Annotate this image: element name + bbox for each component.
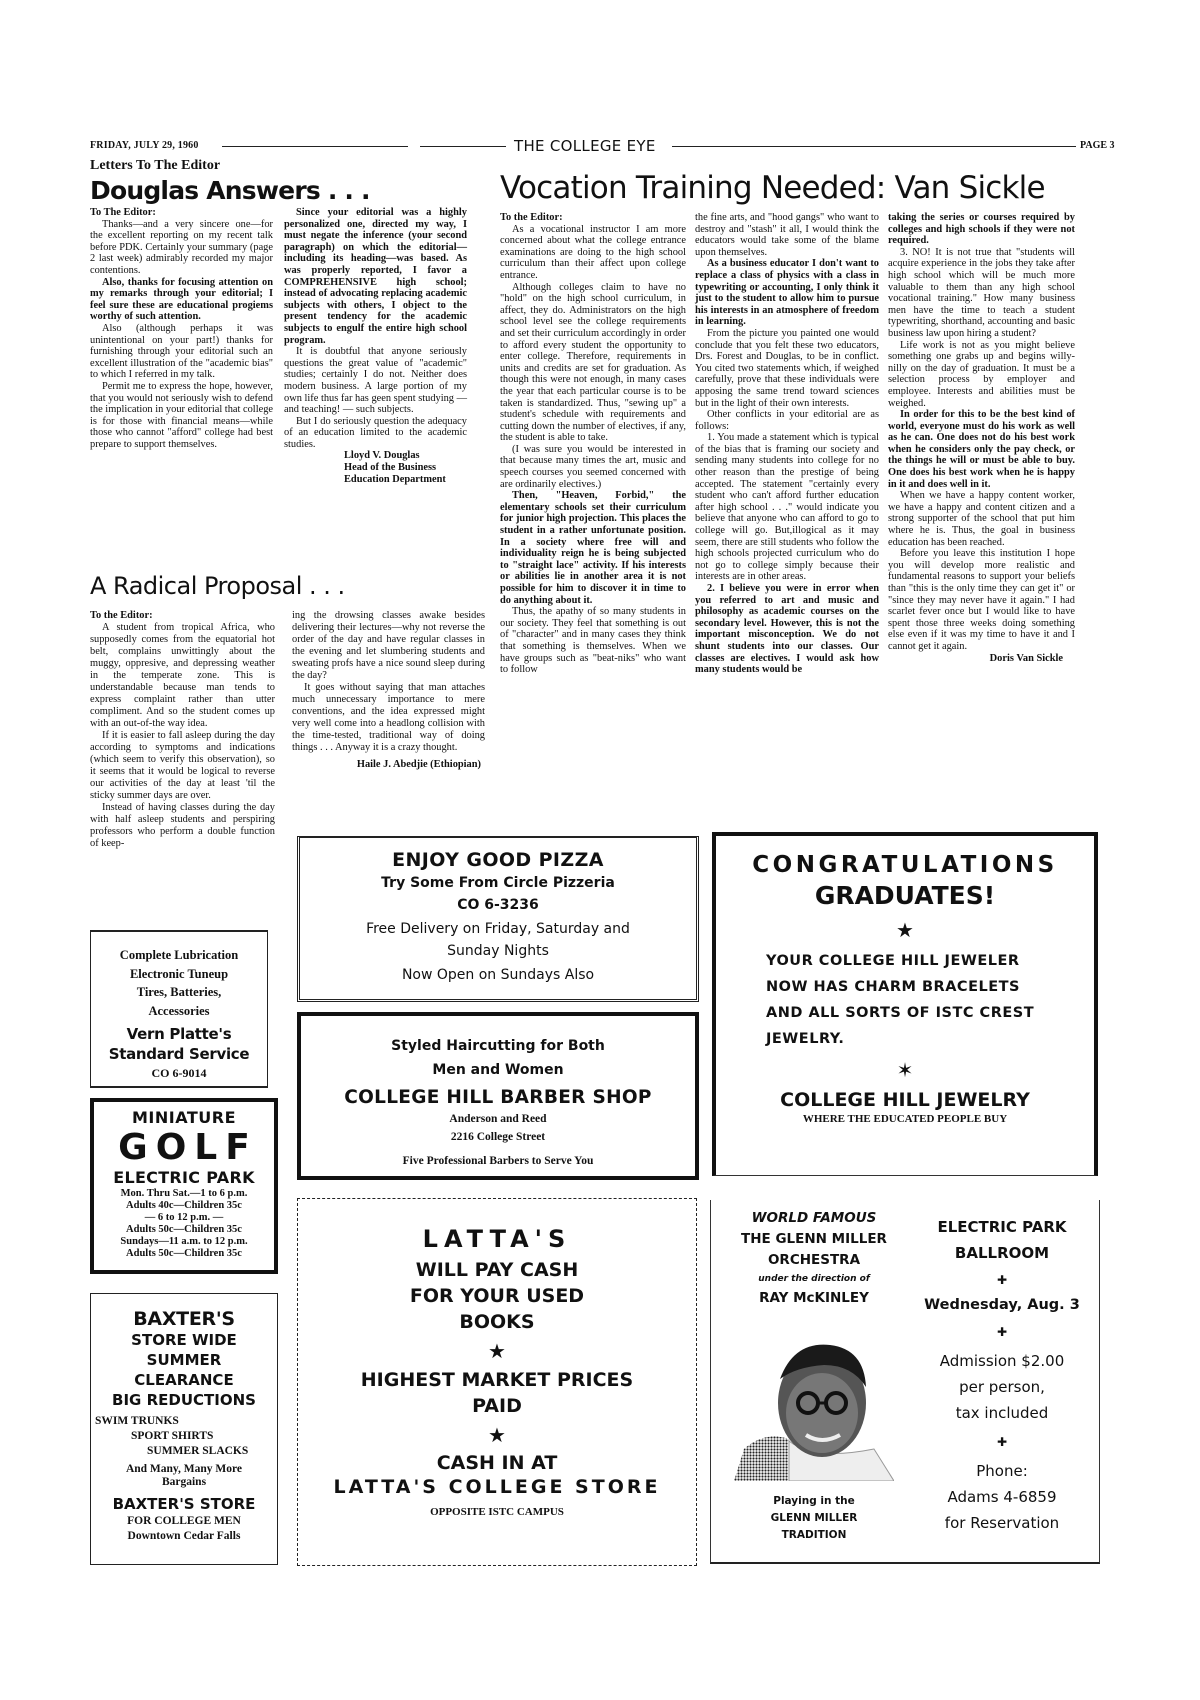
ad-college-hill-jewelry — [712, 832, 1098, 1176]
paragraph: It is doubtful that anyone seriously questions the great value of "academic" studies; certainly I do not. Neither does modern business. A large portion of my own life thus far has geen spent studying — and teaching! — such subjects. — [284, 346, 467, 416]
business-name: Standard Service — [108, 1045, 250, 1063]
ad-lattas — [297, 1198, 697, 1566]
paragraph: 1. You made a statement which is typical of the bias that is framing our society and sending many students into college for no other reason than the prestige of being accepted. The statement "certainly every student who can't afford further education after high school . . ." would indicate you believe that anyone who can afford to go to college will go. But,illogical as it may seem, there are still students who follow the high schools projected curriculum who do not go to college simply because their interests are in other areas. — [695, 432, 879, 583]
business-name: COLLEGE HILL JEWELRY — [780, 1089, 1030, 1111]
ad-line: per person, — [959, 1378, 1045, 1396]
ornament-icon: ✚ — [996, 1435, 1008, 1449]
phone-number: CO 6-9014 — [151, 1066, 207, 1080]
star-icon: ★ — [896, 918, 914, 942]
ad-line: BIG REDUCTIONS — [112, 1391, 256, 1409]
paragraph: Although colleges claim to have no "hold" on the high school curriculum, in affect, they do. Administrators on the high school level see the college requirements and set their curriculum accordingly in order to afford every student the opportunity to enter college. Therefore, requirements in units and credits are set for graduation. As though this were not enough, in many cases the year that each particular course is to be taken is standardized. Thus, "sewing up" a student's schedule with requirements and cutting down the number of electives, if any, the student is able to take. — [500, 281, 686, 444]
paragraph: Thanks—and a very sincere one—for the excellent reporting on my recent talk before PDK. Certainly your summary (page 2 last week) admirably recorded my major contentions. — [90, 218, 273, 276]
radical-signature: Haile J. Abedjie (Ethiopian) — [356, 759, 481, 770]
ad-circle-pizzeria — [297, 836, 699, 1002]
paragraph: As a business educator I don't want to replace a class of physics with a class in typewriting or accounting, I only think it just to the student to allow him to pursue his interests in an atmosphere of freedom in learning. — [695, 258, 879, 328]
portrait-photo — [734, 1331, 894, 1481]
paragraph: ing the drowsing classes awake besides delivering their lectures—why not reverse the order of the day and have regular classes in the evening and let slumbering students and sweating profs have a nice sound sleep during the day? — [292, 610, 485, 681]
ad-line: CASH IN AT — [436, 1452, 558, 1474]
event-date: Wednesday, Aug. 3 — [924, 1297, 1080, 1313]
ad-line: MINIATURE — [131, 1108, 236, 1127]
ad-subtitle: Try Some From Circle Pizzeria — [381, 875, 615, 891]
ad-line: JEWELRY. — [766, 1031, 845, 1047]
vocation-column-2 — [695, 212, 879, 676]
paragraph: In order for this to be the best kind of world, everyone must do his work as well as he can. One does not do his best work when he considers only the pay check, or the things he will or must be able to buy. One does his best work when he is happy in it and does well in it. — [888, 409, 1075, 490]
store-location: Downtown Cedar Falls — [127, 1530, 241, 1542]
paragraph: But I do seriously question the adequacy of an education limited to the academic studies. — [284, 415, 467, 450]
ad-line: FOR YOUR USED — [409, 1285, 585, 1307]
store-name: BAXTER'S — [133, 1308, 235, 1330]
ballroom-left — [721, 1208, 907, 1544]
hours-line: — 6 to 12 p.m. — — [144, 1212, 224, 1223]
golf-title: GOLF — [118, 1127, 258, 1168]
paragraph: Instead of having classes during the day with half asleep students and perspiring professors who perform a double function of keep- — [90, 802, 275, 849]
ad-line: HIGHEST MARKET PRICES — [360, 1369, 634, 1391]
ad-line: BOOKS — [459, 1311, 535, 1333]
ad-electric-park-ballroom — [710, 1200, 1100, 1564]
ad-line: Now Open on Sundays Also — [401, 967, 595, 983]
business-name: COLLEGE HILL BARBER SHOP — [344, 1087, 652, 1108]
sale-item: SPORT SHIRTS — [131, 1430, 214, 1442]
vocation-column-1 — [500, 212, 686, 676]
ad-line: YOUR COLLEGE HILL JEWELER — [766, 953, 1020, 969]
hours-line: Adults 40c—Children 35c — [126, 1200, 242, 1211]
ad-line: under the direction of — [758, 1274, 870, 1284]
issue-date: FRIDAY, JULY 29, 1960 — [90, 140, 199, 151]
paragraph: (I was sure you would be interested in that because many times the art, music and speech courses you seemed concerned with are ordinarily electives.) — [500, 443, 686, 490]
ad-line: Electronic Tuneup — [129, 966, 229, 981]
ornament-icon: ✚ — [996, 1273, 1008, 1287]
radical-column-1 — [90, 610, 275, 850]
ad-line: AND ALL SORTS OF ISTC CREST — [766, 1005, 1035, 1021]
ad-title: GRADUATES! — [814, 881, 996, 910]
vocation-signature: Doris Van Sickle — [989, 652, 1063, 664]
ad-line: WORLD FAMOUS — [751, 1210, 877, 1226]
douglas-column-2 — [284, 207, 467, 485]
paragraph: Before you leave this institution I hope you will develop more realistic and fundamental reasons to support your beliefs than "this is the only time they can get it" or "since they may never have it again." I had scarlet fever once but I would like to have spent those three weeks doing something else even if it was my time to have it and I cannot get it again. — [888, 548, 1075, 652]
ad-line: Styled Haircutting for Both — [391, 1038, 605, 1054]
signature-title: Education Department — [344, 473, 446, 485]
ad-barber-shop — [297, 1012, 699, 1180]
ballroom-right — [911, 1214, 1093, 1536]
ad-title: CONGRATULATIONS — [752, 852, 1058, 878]
sale-item: SWIM TRUNKS — [95, 1415, 179, 1427]
signature-name: Lloyd V. Douglas — [344, 450, 420, 462]
header-rule — [222, 146, 408, 147]
ad-line: tax included — [955, 1404, 1049, 1422]
admission-price: Admission $2.00 — [939, 1352, 1065, 1370]
header-rule — [672, 146, 1076, 147]
paragraph: Permit me to express the hope, however, that you would not seriously wish to defend the implication in your editorial that college is for those with financial means—while those who cannot "afford" college had best prepare to support themselves. — [90, 380, 273, 450]
store-name: LATTA'S — [422, 1225, 572, 1253]
ad-line: THE GLENN MILLER — [741, 1231, 887, 1247]
venue-name: ELECTRIC PARK — [113, 1168, 255, 1187]
ad-line: Bargains — [161, 1476, 207, 1488]
paragraph: Thus, the apathy of so many students in our society. They feel that something is out of "character" and in many cases they think that something is themselves. When we have groups such as "beat-niks" who want to follow — [500, 606, 686, 676]
ad-line: STORE WIDE — [131, 1331, 237, 1349]
salutation: To the Editor: — [500, 212, 563, 223]
ad-tagline: WHERE THE EDUCATED PEOPLE BUY — [802, 1113, 1008, 1125]
paragraph: Other conflicts in your editorial are as follows: — [695, 409, 879, 432]
hours-line: Adults 50c—Children 35c — [126, 1248, 242, 1259]
paragraph: If it is easier to fall asleep during the day according to symptoms and indications (which seem to verify this observation), so it seems that it would be logical to reverse our activities of the day at least 'til the sticky summer days are over. — [90, 730, 275, 801]
salutation: To the Editor: — [90, 610, 153, 621]
ad-line: CLEARANCE — [134, 1371, 234, 1389]
page-number: PAGE 3 — [1080, 140, 1115, 151]
ad-miniature-golf — [90, 1098, 278, 1274]
phone-number: CO 6-3236 — [457, 897, 539, 913]
ad-tagline: Five Professional Barbers to Serve You — [402, 1155, 594, 1167]
ad-standard-service — [90, 930, 268, 1088]
section-label: Letters To The Editor — [90, 158, 221, 173]
douglas-headline: Douglas Answers . . . — [90, 176, 370, 205]
vocation-column-3 — [888, 212, 1075, 664]
address: 2216 College Street — [450, 1131, 546, 1143]
douglas-column-1 — [90, 207, 273, 450]
business-name: Vern Platte's — [126, 1025, 232, 1043]
ad-line: Men and Women — [432, 1062, 564, 1078]
paragraph: A student from tropical Africa, who supposedly comes from the equatorial hot belt, complains unwittingly about the muggy, oppresive, and depressing weather in the temperate zone. This is understandable because man tends to express complaint rather than utter compliment. And so the student comes up with an out-of-the way idea. — [90, 622, 275, 729]
paragraph: When we have a happy content worker, we have a happy and content citizen and a strong supporter of the school that put him where he is. Thus, the goal in business education has been reached. — [888, 490, 1075, 548]
venue-name: BALLROOM — [954, 1244, 1050, 1262]
paragraph: Also, thanks for focusing attention on my remarks through your editorial; I feel sure these are educational progiems worthy of such attention. — [90, 276, 273, 323]
ad-baxters — [90, 1293, 278, 1565]
hours-line: Sundays—11 a.m. to 12 p.m. — [120, 1236, 248, 1247]
venue-name: ELECTRIC PARK — [937, 1218, 1067, 1236]
store-name: BAXTER'S STORE — [112, 1495, 256, 1513]
owners: Anderson and Reed — [449, 1113, 547, 1125]
paragraph: Also (although perhaps it was unintentional on your part!) thanks for furnishing through your editorial such an excellent illustration of the "academic bias" to which I referred in my talk. — [90, 322, 273, 381]
store-location: OPPOSITE ISTC CAMPUS — [430, 1506, 564, 1518]
ad-line: NOW HAS CHARM BRACELETS — [766, 979, 1020, 995]
ad-line: SUMMER — [146, 1351, 222, 1369]
ad-line: FOR COLLEGE MEN — [127, 1515, 241, 1527]
ad-line: Complete Lubrication — [119, 948, 239, 962]
paragraph: As a vocational instructor I am more concerned about what the college entrance examinations are doing to the high school curriculum than their affect upon college entrance. — [500, 223, 686, 281]
paragraph: It goes without saying that man attaches much unnecessary importance to mere conventions, and the idea expressed might very well come into a headlong collision with the time-tested, traditional way of doing things . . . Anyway it is a crazy thought. — [292, 682, 485, 753]
header-rule — [420, 146, 506, 147]
paragraph: 2. I believe you were in error when you referred to art and music and philosophy as academic courses on the secondary level. However, this is not the important misconception. We do not shunt students into our classes. Our classes are electives. I would ask how many students would be — [695, 583, 879, 676]
paragraph: From the picture you painted one would conclude that you felt these two educators, Drs. Forest and Douglas, to be in conflict. You cited two statements which, if weighed carefully, prove that these individuals were apposing the same trend toward sciences but in the light of their own interests. — [695, 327, 879, 409]
phone-label: Phone: — [976, 1462, 1028, 1480]
portrait-image — [734, 1331, 894, 1481]
radical-column-2 — [292, 610, 485, 771]
ad-line: Free Delivery on Friday, Saturday and — [366, 921, 630, 937]
store-name: LATTA'S COLLEGE STORE — [333, 1476, 661, 1498]
vocation-headline: Vocation Training Needed: Van Sickle — [500, 170, 1045, 206]
paragraph: the fine arts, and "hood gangs" who want to destroy and "stash" it all, I would think the educators would take some of the blame upon themselves. — [695, 212, 879, 258]
signature-title: Head of the Business — [344, 462, 437, 474]
ad-title: ENJOY GOOD PIZZA — [392, 849, 604, 871]
photo-caption: TRADITION — [781, 1529, 847, 1541]
phone-number: Adams 4-6859 — [947, 1488, 1057, 1506]
newspaper-name: THE COLLEGE EYE — [514, 137, 656, 155]
ornament-icon: ✚ — [996, 1325, 1008, 1339]
ad-line: for Reservation — [944, 1514, 1060, 1532]
photo-caption: GLENN MILLER — [770, 1512, 858, 1524]
ad-line: ORCHESTRA — [767, 1252, 861, 1268]
salutation: To The Editor: — [90, 207, 156, 218]
paragraph: taking the series or courses required by colleges and high schools if they were not required. — [888, 212, 1075, 247]
paragraph: 3. NO! It is not true that "students will acquire experience in the jobs they take after high school which will be much more valuable to them than any high school vocational training." How many business men have the time to teach a student typewriting, shorthand, accounting and basic business law upon hiring a student? — [888, 246, 1075, 339]
star-icon: ★ — [488, 1423, 506, 1447]
ad-line: Sunday Nights — [447, 943, 549, 959]
sale-item: SUMMER SLACKS — [147, 1445, 249, 1457]
ad-line: WILL PAY CASH — [415, 1259, 579, 1281]
hours-line: Mon. Thru Sat.—1 to 6 p.m. — [120, 1188, 248, 1199]
paragraph: Since your editorial was a highly personalized one, directed my way, I must negate the inference (your second paragraph) on which the editorial—including its heading—was based. As was properly reported, I favor a COMPREHENSIVE high school; instead of advocating replacing academic subjects with others, I object to the present tendency for the academic subjects to engulf the entire high school program. — [284, 207, 467, 346]
star-icon: ★ — [488, 1339, 506, 1363]
ad-line: Tires, Batteries, — [136, 985, 222, 999]
douglas-signature — [284, 450, 467, 485]
hours-line: Adults 50c—Children 35c — [126, 1224, 242, 1235]
ad-line: Accessories — [148, 1003, 210, 1018]
photo-caption: Playing in the — [773, 1495, 855, 1507]
star-icon: ✶ — [896, 1058, 914, 1082]
band-leader: RAY McKINLEY — [759, 1290, 869, 1306]
paragraph: Life work is not as you might believe something one grabs up and begins willy-nilly on the day of graduation. It must be a selection process by employer and employee. Interests and abilities must be weighed. — [888, 339, 1075, 409]
paragraph: Then, "Heaven, Forbid," the elementary schools set their curriculum for junior high projection. This places the student in a rather unfortunate position. In a society where free will and individuality reign he is being subjected to "straight lace" activity. If his interests or abilities lie in another area it is not possible for him to discover it in time to do anything about it. — [500, 490, 686, 606]
ad-line: PAID — [472, 1395, 522, 1417]
radical-headline: A Radical Proposal . . . — [90, 572, 345, 600]
ad-line: And Many, Many More — [125, 1463, 243, 1475]
